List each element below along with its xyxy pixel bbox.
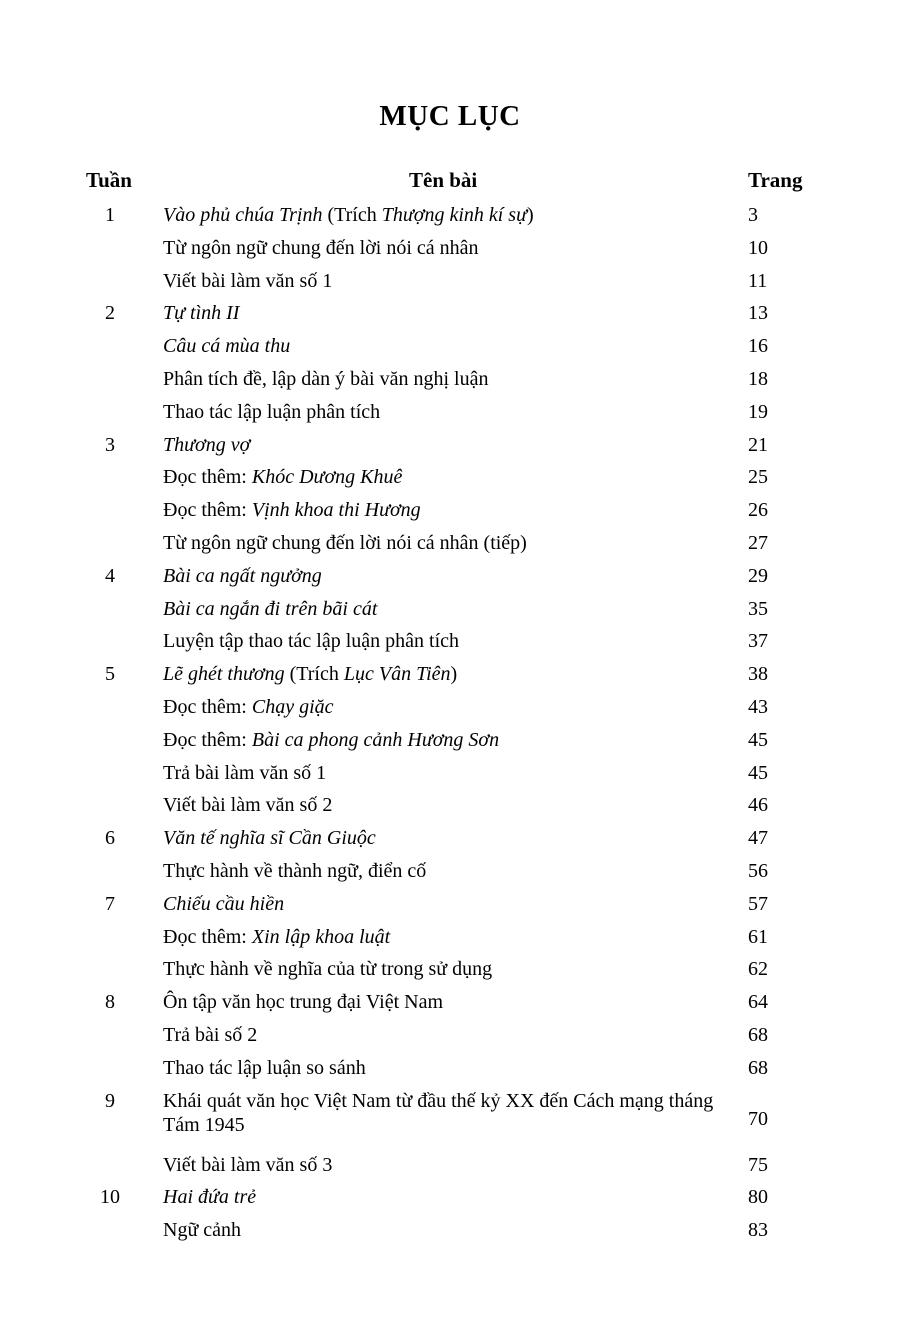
- toc-entry-title-part: Thượng kinh kí sự: [381, 204, 527, 226]
- toc-entry-title-part: Tự tình II: [163, 302, 240, 325]
- toc-entry-title: [163, 265, 733, 298]
- toc-entry: [0, 461, 900, 494]
- toc-entry-title-part: Vịnh khoa thi Hương: [251, 499, 421, 522]
- toc-entry: [0, 494, 900, 527]
- toc-entry-page: 47: [748, 827, 768, 850]
- toc-entry-title: [163, 822, 733, 855]
- toc-entry-title: [163, 494, 733, 527]
- toc-entry-title-part: Khái quát văn học Việt Nam từ đầu thế kỷ XX đến Cách mạng tháng Tám 1945: [163, 1089, 714, 1136]
- toc-entry-page: 10: [748, 236, 768, 259]
- column-header-page: Trang: [748, 168, 803, 192]
- toc-entry-page: 45: [748, 728, 768, 751]
- toc-entry-page: 80: [748, 1186, 768, 1209]
- toc-entry-title-part: Vào phủ chúa Trịnh: [163, 204, 323, 226]
- toc-entry-week: 2: [105, 302, 115, 325]
- toc-entry-page: 83: [748, 1219, 768, 1242]
- toc-entry-title: [163, 888, 733, 921]
- toc-entry-title-part: Xin lập khoa luật: [251, 925, 391, 948]
- toc-entry-title-part: Lẽ ghét thương: [163, 663, 285, 686]
- toc-entry-title: [163, 1149, 733, 1182]
- toc-header-row: [0, 168, 900, 198]
- toc-entry-title-part: Đọc thêm:: [163, 695, 252, 718]
- toc-entry: [0, 429, 900, 462]
- toc-entry-page: 3: [748, 204, 758, 226]
- toc-entry-title-part: ): [527, 204, 534, 226]
- toc-entry-title: [163, 625, 733, 658]
- toc-entry-week: 3: [105, 433, 115, 456]
- toc-entry-page: 61: [748, 925, 768, 948]
- toc-entry-page: 18: [748, 367, 768, 390]
- toc-entry-title: [163, 330, 733, 363]
- toc-entry-title-part: Viết bài làm văn số 1: [163, 269, 333, 292]
- toc-entry-title: [163, 429, 733, 462]
- toc-entry-title-part: Viết bài làm văn số 3: [163, 1153, 333, 1176]
- toc-entry: [0, 757, 900, 790]
- toc-entry-title-part: Thao tác lập luận phân tích: [163, 400, 381, 423]
- toc-entry-week: 10: [100, 1186, 120, 1209]
- toc-entry-title-part: Bài ca ngất ngưởng: [163, 564, 322, 587]
- toc-entry-page: 13: [748, 302, 768, 325]
- toc-entry-title-part: Thương vợ: [163, 433, 251, 456]
- toc-entry-title-part: Thao tác lập luận so sánh: [163, 1056, 366, 1079]
- toc-entry-title-part: Đọc thêm:: [163, 466, 252, 489]
- toc-entry-title: [163, 1214, 733, 1247]
- toc-entry-page: 62: [748, 958, 768, 981]
- toc-entry: [0, 232, 900, 265]
- toc-entry: [0, 1181, 900, 1214]
- toc-entry: [0, 789, 900, 822]
- toc-entry-title: [163, 1089, 733, 1137]
- toc-entries: [0, 199, 900, 1247]
- toc-entry-week: 8: [105, 991, 115, 1014]
- toc-entry-title: [163, 461, 733, 494]
- toc-entry-week: 5: [105, 663, 115, 686]
- toc-entry-page: 11: [748, 269, 768, 292]
- toc-entry: [0, 1019, 900, 1052]
- toc-entry-title: [163, 691, 733, 724]
- toc-entry: [0, 921, 900, 954]
- column-header-title: Tên bài: [409, 168, 478, 192]
- toc-entry: [0, 199, 900, 232]
- toc-entry-title: [163, 658, 733, 691]
- toc-entry-title-part: Từ ngôn ngữ chung đến lời nói cá nhân: [163, 236, 479, 259]
- toc-entry-title-part: Viết bài làm văn số 2: [163, 794, 333, 817]
- toc-entry: [0, 1052, 900, 1085]
- toc-entry-title-part: Câu cá mùa thu: [163, 335, 291, 358]
- toc-entry-page: 38: [748, 663, 768, 686]
- toc-entry-title-part: Thực hành về nghĩa của từ trong sử dụng: [163, 958, 493, 981]
- toc-entry-title: [163, 855, 733, 888]
- toc-entry: [0, 527, 900, 560]
- toc-entry-title: [163, 297, 733, 330]
- toc-entry: [0, 953, 900, 986]
- toc-entry-title-part: Bài ca phong cảnh Hương Sơn: [251, 728, 500, 751]
- toc-entry-page: 26: [748, 499, 768, 522]
- toc-entry: [0, 986, 900, 1019]
- toc-entry-week: 7: [105, 892, 115, 915]
- toc-entry-title-part: Lục Vân Tiên: [343, 663, 451, 686]
- toc-entry: [0, 691, 900, 724]
- toc-entry-title: [163, 199, 733, 232]
- toc-entry-title-part: Chạy giặc: [251, 695, 334, 718]
- toc-entry-title-part: Trả bài làm văn số 1: [163, 761, 327, 784]
- toc-entry-title-part: Ôn tập văn học trung đại Việt Nam: [163, 991, 444, 1014]
- toc-entry-title: [163, 724, 733, 757]
- toc-entry-title: [163, 232, 733, 265]
- toc-entry-week: 6: [105, 827, 115, 850]
- page-title: MỤC LỤC: [379, 100, 521, 132]
- toc-entry: [0, 396, 900, 429]
- toc-entry-title: [163, 789, 733, 822]
- toc-entry-title: [163, 560, 733, 593]
- toc-entry: [0, 888, 900, 921]
- toc-entry: [0, 330, 900, 363]
- toc-entry-title-part: Khóc Dương Khuê: [251, 466, 403, 489]
- toc-entry: [0, 822, 900, 855]
- toc-entry-page: 27: [748, 531, 768, 554]
- toc-entry-page: 21: [748, 433, 768, 456]
- toc-entry-title: [163, 593, 733, 626]
- toc-entry-title: [163, 757, 733, 790]
- toc-entry: [0, 1214, 900, 1247]
- toc-entry-title-part: Ngữ cảnh: [163, 1219, 242, 1242]
- toc-entry-title-part: Phân tích đề, lập dàn ý bài văn nghị luận: [163, 367, 489, 390]
- toc-entry-title: [163, 363, 733, 396]
- toc-entry-title-part: (Trích: [284, 663, 344, 686]
- toc-entry: [0, 658, 900, 691]
- toc-entry-title: [163, 986, 733, 1019]
- toc-entry-week: 9: [105, 1089, 115, 1112]
- toc-entry-title: [163, 1181, 733, 1214]
- toc-entry-title-part: Đọc thêm:: [163, 925, 252, 948]
- toc-entry-page: 25: [748, 466, 768, 489]
- toc-entry-title: [163, 1052, 733, 1085]
- toc-entry: [0, 724, 900, 757]
- toc-entry-title-part: Luyện tập thao tác lập luận phân tích: [163, 630, 460, 653]
- toc-entry-title-part: Đọc thêm:: [163, 499, 252, 522]
- toc-entry-week: 1: [105, 204, 115, 226]
- toc-entry-page: 57: [748, 892, 768, 915]
- toc-entry-title-part: Chiếu cầu hiền: [163, 892, 285, 915]
- toc-entry-page: 45: [748, 761, 768, 784]
- toc-entry-page: 64: [748, 991, 768, 1014]
- toc-entry-title-part: (Trích: [322, 204, 382, 226]
- toc-entry-title: [163, 953, 733, 986]
- toc-entry-page: 29: [748, 564, 768, 587]
- toc-entry-page: 68: [748, 1056, 768, 1079]
- toc-entry-title-part: Đọc thêm:: [163, 728, 252, 751]
- toc-entry-title-part: ): [450, 663, 458, 686]
- toc-entry-page: 16: [748, 335, 768, 358]
- toc-entry-title-part: Thực hành về thành ngữ, điển cố: [163, 859, 427, 882]
- toc-entry: [0, 363, 900, 396]
- toc-entry: [0, 1149, 900, 1182]
- toc-entry-page: 37: [748, 630, 768, 653]
- toc-entry-page: 35: [748, 597, 768, 620]
- toc-entry: [0, 560, 900, 593]
- toc-entry-page: 56: [748, 859, 768, 882]
- toc-entry-title-part: Hai đứa trẻ: [163, 1186, 257, 1209]
- column-header-week: Tuần: [86, 168, 132, 192]
- toc-entry: [0, 265, 900, 298]
- toc-entry: [0, 593, 900, 626]
- toc-entry-title: [163, 1019, 733, 1052]
- toc-entry-page: 46: [748, 794, 768, 817]
- toc-entry-page: 68: [748, 1023, 768, 1046]
- toc-entry: [0, 297, 900, 330]
- toc-entry-page: 19: [748, 400, 768, 423]
- toc-entry-title: [163, 396, 733, 429]
- toc-entry-title-part: Trả bài số 2: [163, 1023, 258, 1046]
- toc-entry: [0, 855, 900, 888]
- toc-entry-page: 75: [748, 1153, 768, 1176]
- toc-entry: [0, 625, 900, 658]
- toc-entry-title-part: Văn tế nghĩa sĩ Cần Giuộc: [163, 827, 376, 850]
- toc-entry-title: [163, 921, 733, 954]
- toc-entry-week: 4: [105, 564, 115, 587]
- toc-entry-title-part: Bài ca ngắn đi trên bãi cát: [163, 597, 378, 620]
- toc-entry: [0, 1085, 900, 1149]
- toc-entry-page: 70: [748, 1107, 768, 1130]
- toc-entry-title: [163, 527, 733, 560]
- toc-entry-page: 43: [748, 695, 768, 718]
- toc-entry-title-part: Từ ngôn ngữ chung đến lời nói cá nhân (tiếp): [163, 531, 527, 554]
